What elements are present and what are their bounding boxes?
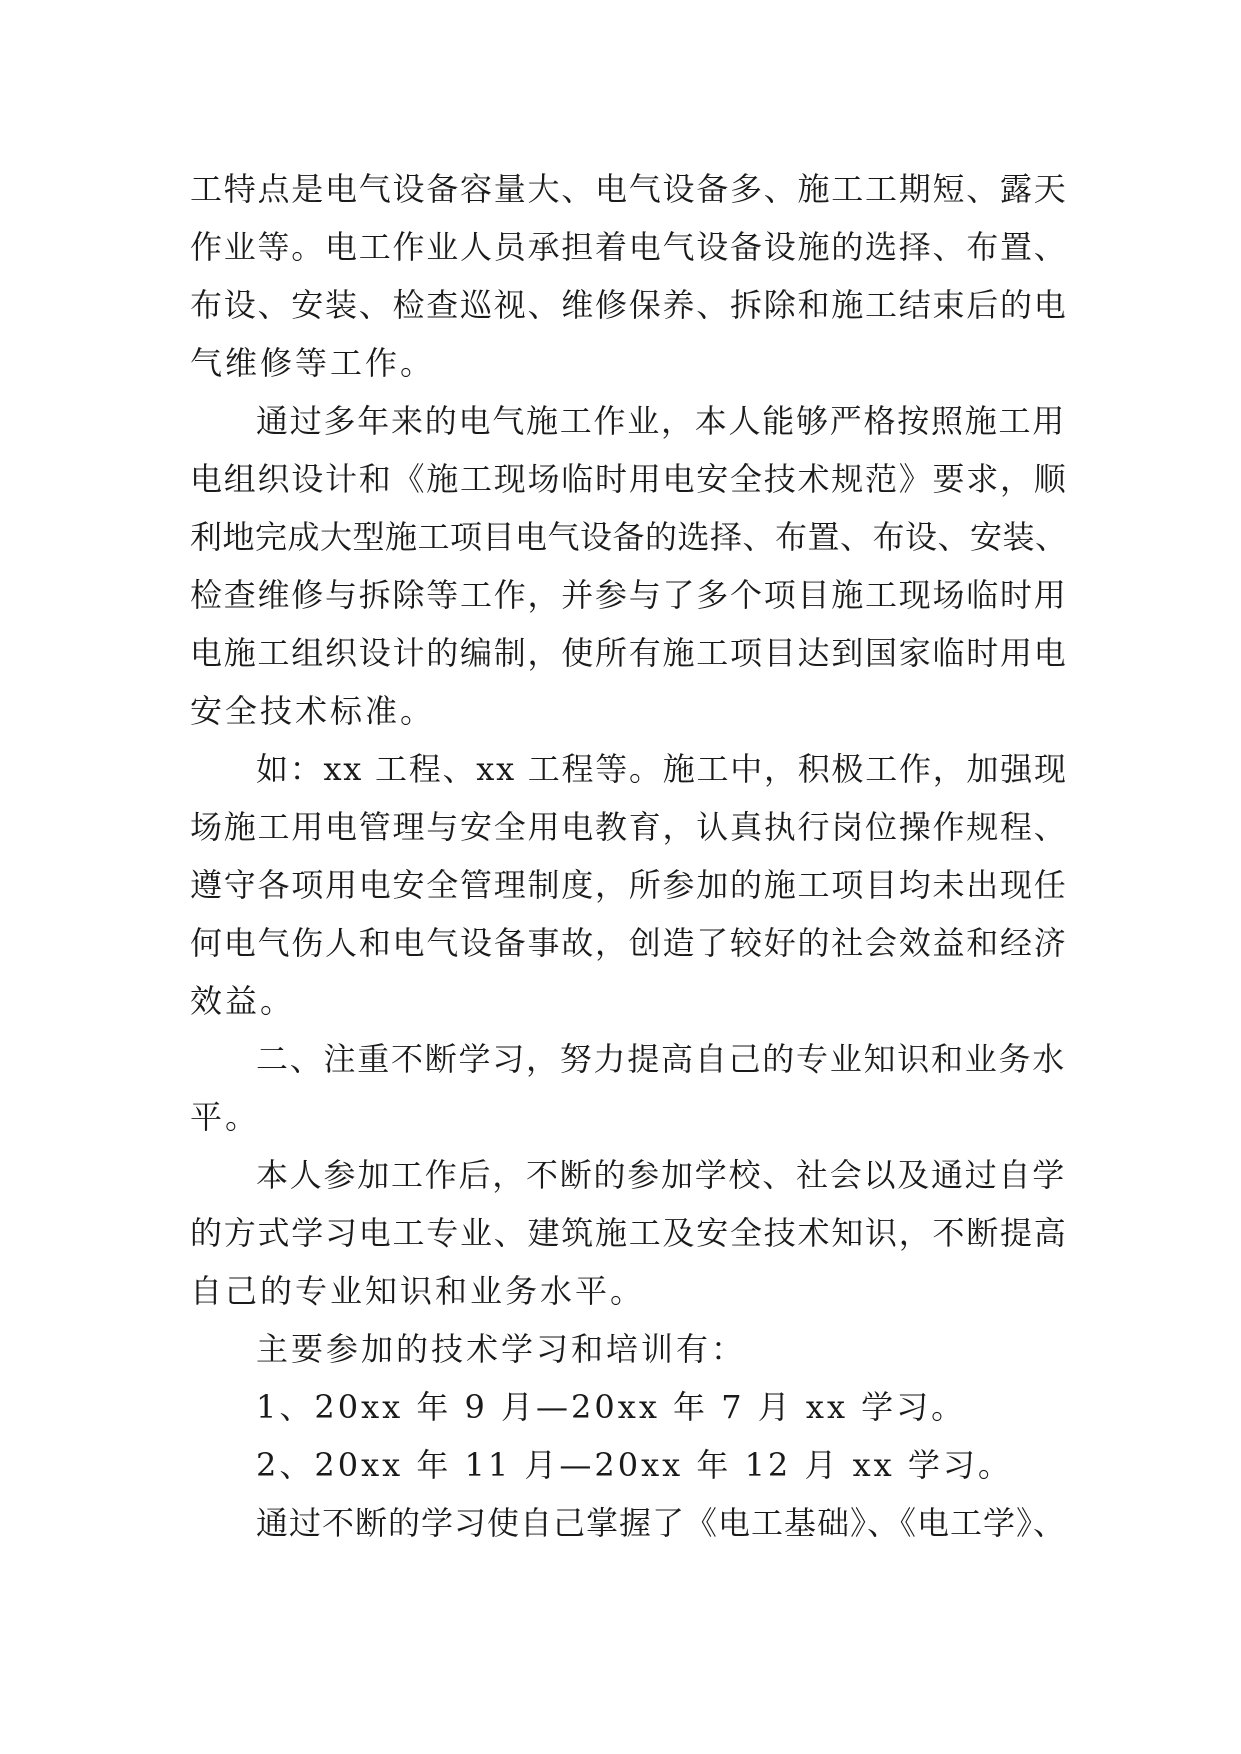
text-line: 电组织设计和《施工现场临时用电安全技术规范》要求，顺 — [190, 460, 1068, 498]
text-line: 场施工用电管理与安全用电教育，认真执行岗位操作规程、 — [190, 808, 1068, 846]
text-line: 自己的专业知识和业务水平。 — [190, 1272, 646, 1310]
text-line: 1、20xx 年 9 月—20xx 年 7 月 xx 学习。 — [256, 1388, 967, 1426]
text-line: 如：xx 工程、xx 工程等。施工中，积极工作，加强现 — [256, 750, 1068, 788]
text-line: 布设、安装、检查巡视、维修保养、拆除和施工结束后的电 — [190, 286, 1068, 324]
text-line: 工特点是电气设备容量大、电气设备多、施工工期短、露天 — [190, 170, 1068, 208]
text-line: 利地完成大型施工项目电气设备的选择、布置、布设、安装、 — [190, 518, 1068, 556]
text-line: 检查维修与拆除等工作，并参与了多个项目施工现场临时用 — [190, 576, 1068, 614]
text-line: 电施工组织设计的编制，使所有施工项目达到国家临时用电 — [190, 634, 1068, 672]
text-line: 二、注重不断学习，努力提高自己的专业知识和业务水 — [256, 1040, 1067, 1078]
document-body — [190, 160, 1070, 1552]
text-line: 通过多年来的电气施工作业，本人能够严格按照施工用 — [256, 402, 1067, 440]
text-line: 平。 — [190, 1098, 261, 1136]
text-line: 2、20xx 年 11 月—20xx 年 12 月 xx 学习。 — [256, 1446, 1013, 1484]
text-line: 的方式学习电工专业、建筑施工及安全技术知识，不断提高 — [190, 1214, 1068, 1252]
text-line: 作业等。电工作业人员承担着电气设备设施的选择、布置、 — [190, 228, 1068, 266]
text-line: 主要参加的技术学习和培训有： — [256, 1330, 747, 1368]
text-line: 气维修等工作。 — [190, 344, 436, 382]
text-line: 本人参加工作后，不断的参加学校、社会以及通过自学 — [256, 1156, 1067, 1194]
text-line: 安全技术标准。 — [190, 692, 436, 730]
text-line: 何电气伤人和电气设备事故，创造了较好的社会效益和经济 — [190, 924, 1068, 962]
text-line: 通过不断的学习使自己掌握了《电工基础》、《电工学》、 — [256, 1504, 1067, 1542]
text-line: 遵守各项用电安全管理制度，所参加的施工项目均未出现任 — [190, 866, 1068, 904]
text-line: 效益。 — [190, 982, 296, 1020]
